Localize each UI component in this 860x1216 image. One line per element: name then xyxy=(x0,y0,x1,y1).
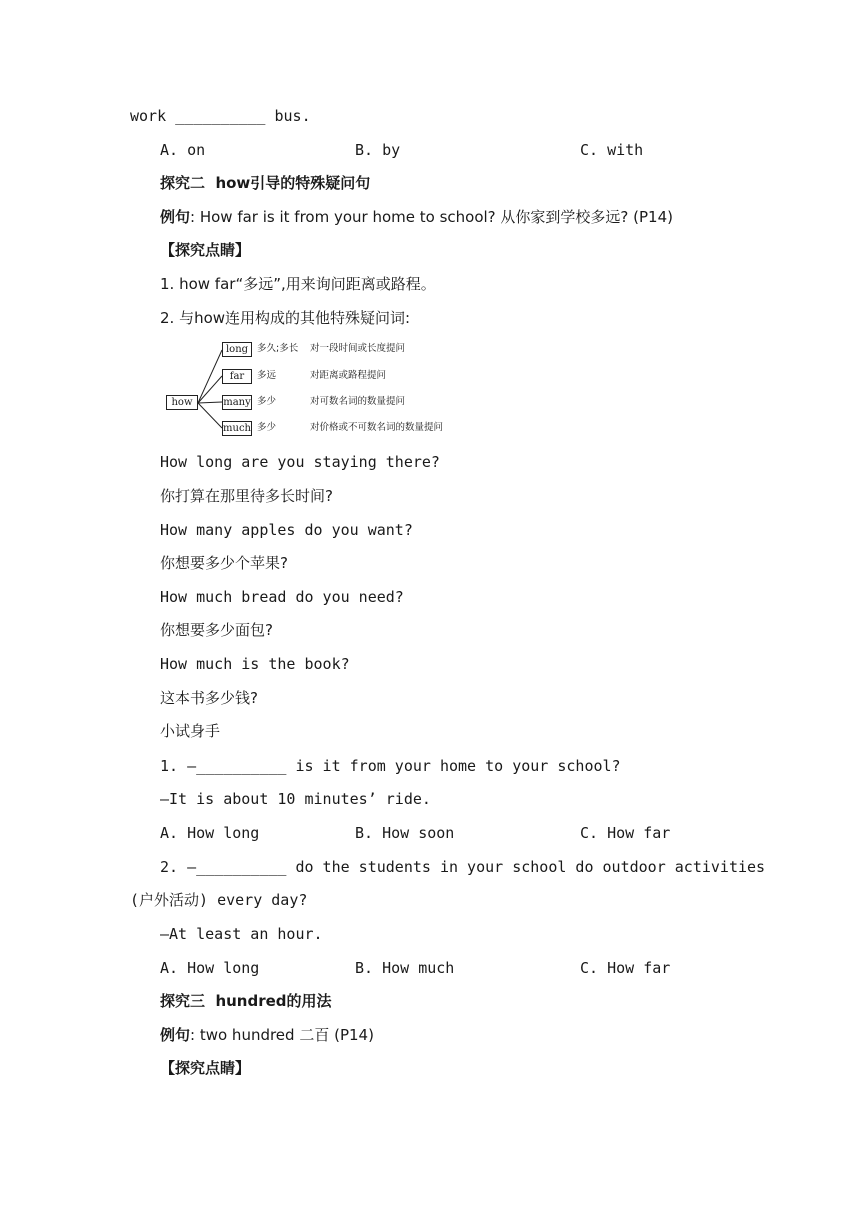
word-usage: 对一段时间或长度提问 xyxy=(310,343,406,354)
word-meaning: 多久;多长 xyxy=(257,343,299,354)
word-meaning: 多少 xyxy=(257,396,277,407)
question-answer: —It is about 10 minutes’ ride. xyxy=(160,790,431,808)
word-meaning: 多少 xyxy=(257,422,277,433)
section-heading: 探究二 how引导的特殊疑问句 xyxy=(160,174,371,192)
option-b: B. How soon xyxy=(355,824,455,842)
word-usage: 对距离或路程提问 xyxy=(310,370,387,381)
question-answer: —At least an hour. xyxy=(160,925,323,943)
example-label: 例句 xyxy=(160,208,191,226)
word-box-far: far xyxy=(222,369,252,384)
example-cn: 你想要多少个苹果? xyxy=(160,554,288,572)
example-text: : How far is it from your home to school? 从你家到学校多远? (P14) xyxy=(190,208,673,226)
option-a: A. on xyxy=(160,141,206,159)
word-meaning: 多远 xyxy=(257,370,277,381)
option-a: A. How long xyxy=(160,959,260,977)
section-heading: 探究三 hundred的用法 xyxy=(160,992,332,1010)
option-b: B. by xyxy=(355,141,401,159)
question-stem: 2. —__________ do the students in your school do outdoor activities xyxy=(160,858,766,876)
question-stem-continued: (户外活动) every day? xyxy=(130,891,308,909)
example-en: How much bread do you need? xyxy=(160,588,404,606)
example-label: 例句 xyxy=(160,1026,191,1044)
question-stem: 1. —__________ is it from your home to your school? xyxy=(160,757,621,775)
option-a: A. How long xyxy=(160,824,260,842)
example-sentence xyxy=(160,1025,374,1045)
word-box-long: long xyxy=(222,342,252,357)
option-c: C. How far xyxy=(580,824,671,842)
word-usage: 对价格或不可数名词的数量提问 xyxy=(310,422,444,433)
root-box: how xyxy=(166,395,198,410)
example-cn: 你想要多少面包? xyxy=(160,621,273,639)
tip-title: 【探究点睛】 xyxy=(160,241,251,259)
example-cn: 你打算在那里待多长时间? xyxy=(160,487,333,505)
example-en: How long are you staying there? xyxy=(160,453,440,471)
example-text: : two hundred 二百 (P14) xyxy=(190,1026,374,1044)
option-c: C. How far xyxy=(580,959,671,977)
tip-title: 【探究点睛】 xyxy=(160,1059,251,1077)
example-cn: 这本书多少钱? xyxy=(160,689,258,707)
point-1: 1. how far“多远”,用来询问距离或路程。 xyxy=(160,275,436,293)
word-box-much: much xyxy=(223,423,251,434)
example-sentence xyxy=(160,207,673,227)
option-c: C. with xyxy=(580,141,644,159)
question-stem: work __________ bus. xyxy=(130,107,311,125)
example-en: How many apples do you want? xyxy=(160,521,413,539)
word-box-many: many xyxy=(223,397,251,408)
word-usage: 对可数名词的数量提问 xyxy=(310,396,406,407)
how-word-diagram xyxy=(160,336,470,442)
practice-title: 小试身手 xyxy=(160,722,221,740)
option-b: B. How much xyxy=(355,959,455,977)
point-2: 2. 与how连用构成的其他特殊疑问词: xyxy=(160,309,411,327)
example-en: How much is the book? xyxy=(160,655,350,673)
